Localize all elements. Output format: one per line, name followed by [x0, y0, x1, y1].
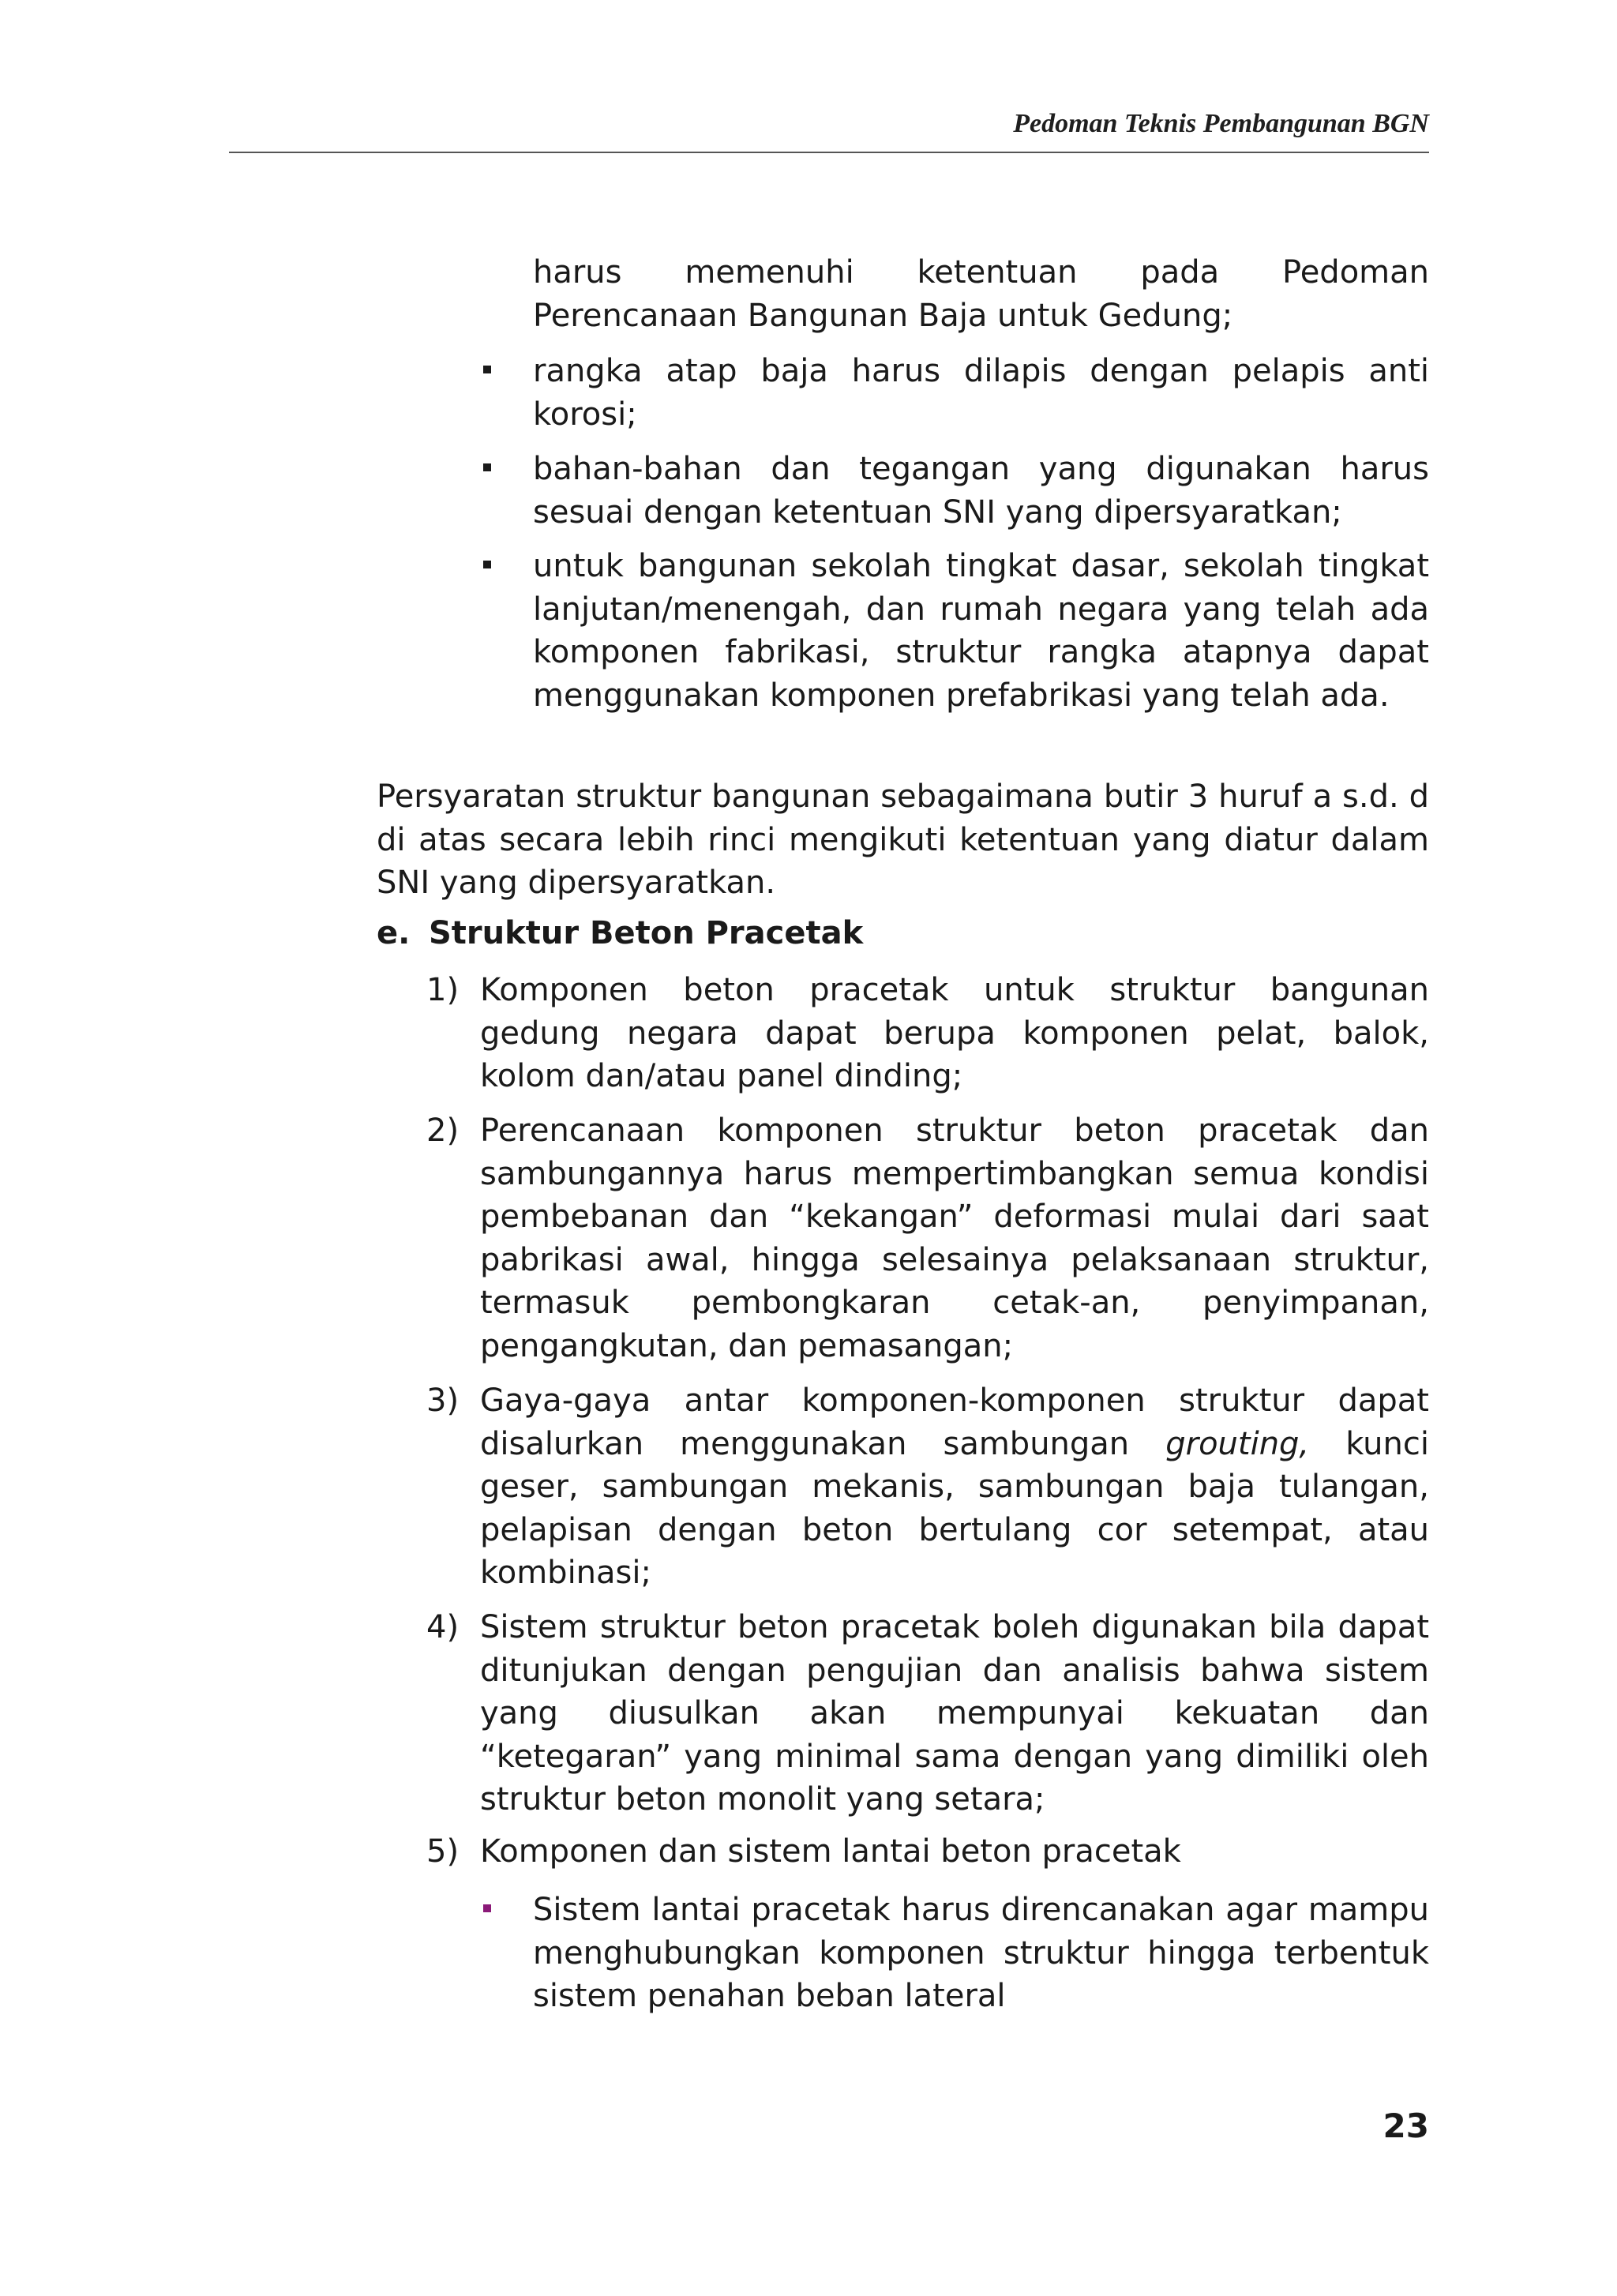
page-number: 23 [1383, 2107, 1429, 2145]
header-rule [229, 152, 1429, 153]
item-number: 4) [426, 1609, 460, 1645]
bullet-square-icon [483, 463, 491, 471]
bullet-square-icon [483, 366, 491, 373]
section-e-label: e. [377, 915, 411, 951]
item-3-italic-term: grouting, [1165, 1425, 1310, 1462]
item-3-text-before: Gaya-gaya antar komponen-komponen struktur dapat disalurkan menggunakan sambungan [480, 1382, 1429, 1462]
item-number: 2) [426, 1112, 460, 1149]
item-number: 3) [426, 1382, 460, 1419]
item-3-text-after: kunci geser, sambungan mekanis, sambungan baja tulangan, pelapisan dengan beton bertulang cor setempat, atau kombinasi; [480, 1425, 1429, 1591]
item-5-text: Komponen dan sistem lantai beton pracetak [480, 1833, 1181, 1870]
bullet-square-icon [483, 561, 491, 568]
section-e-title: Struktur Beton Pracetak [429, 915, 864, 951]
item-1-text: Komponen beton pracetak untuk struktur bangunan gedung negara dapat berupa komponen pelat, balok, kolom dan/atau panel dinding; [480, 972, 1429, 1094]
item-number: 1) [426, 972, 460, 1008]
summary-paragraph: Persyaratan struktur bangunan sebagaimana butir 3 huruf a s.d. d di atas secara lebih rinci mengikuti ketentuan yang diatur dalam SNI yang dipersyaratkan. [377, 778, 1429, 901]
item-number: 5) [426, 1833, 460, 1870]
steel-bullet-3: untuk bangunan sekolah tingkat dasar, sekolah tingkat lanjutan/menengah, dan rumah negara yang telah ada komponen fabrikasi, struktur rangka atapnya dapat menggunakan komponen prefabrikasi yang telah ada. [533, 548, 1429, 714]
sub-bullet-1: Sistem lantai pracetak harus direncanakan agar mampu menghubungkan komponen struktur hingga terbentuk sistem penahan beban lateral [533, 1892, 1429, 2014]
running-header: Pedoman Teknis Pembangunan BGN [1013, 109, 1429, 138]
item-3-text [480, 1379, 1429, 1595]
bullet-square-icon [483, 1904, 491, 1912]
item-2-text: Perencanaan komponen struktur beton pracetak dan sambungannya harus mempertimbangkan semua kondisi pembebanan dan “kekangan” deformasi mulai dari saat pabrikasi awal, hingga selesainya pelaksanaan struktur, termasuk pembongkaran cetak-an, penyimpanan, pengangkutan, dan pemasangan; [480, 1112, 1429, 1364]
steel-bullet-2: bahan-bahan dan tegangan yang digunakan harus sesuai dengan ketentuan SNI yang dipersyaratkan; [533, 451, 1429, 531]
item-4-text: Sistem struktur beton pracetak boleh digunakan bila dapat ditunjukan dengan pengujian dan analisis bahwa sistem yang diusulkan akan mempunyai kekuatan dan “ketegaran” yang minimal sama dengan yang dimiliki oleh struktur beton monolit yang setara; [480, 1609, 1429, 1818]
steel-bullet-1: rangka atap baja harus dilapis dengan pelapis anti korosi; [533, 353, 1429, 433]
steel-continuation: harus memenuhi ketentuan pada Pedoman Perencanaan Bangunan Baja untuk Gedung; [533, 254, 1429, 334]
